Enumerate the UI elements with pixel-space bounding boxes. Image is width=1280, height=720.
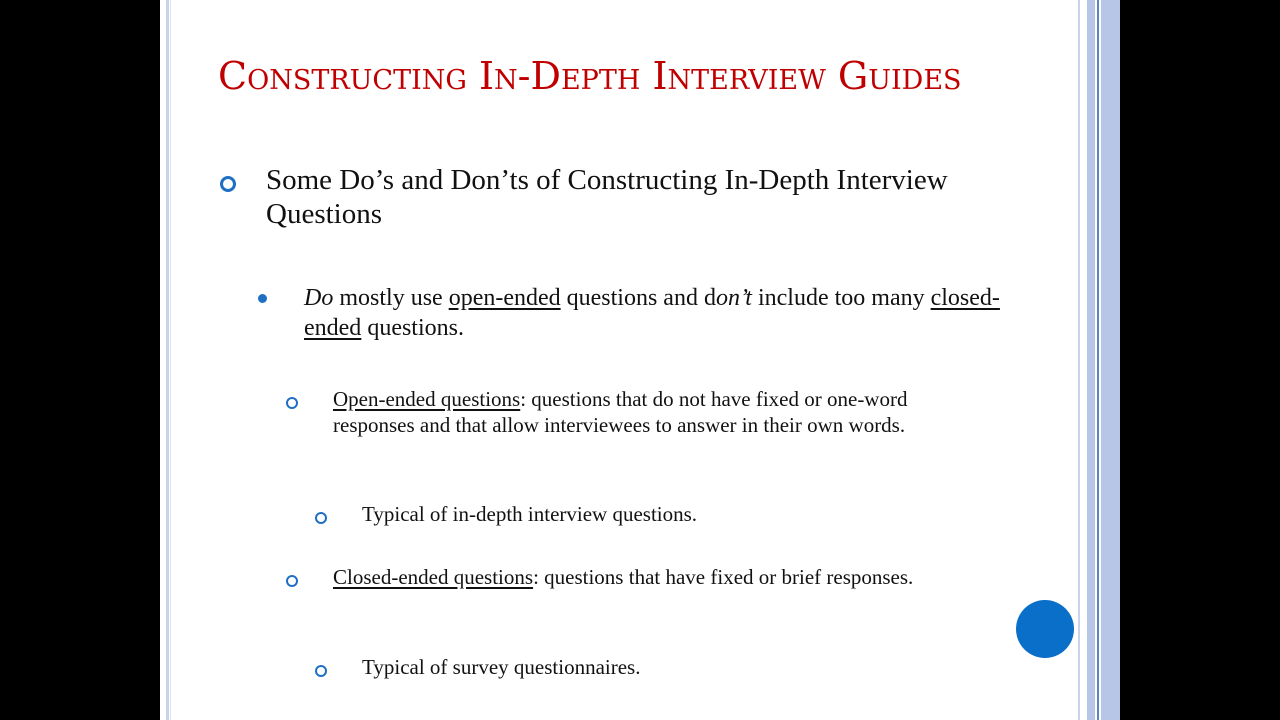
do-word: Do [304, 285, 334, 311]
right-border-line-2 [1097, 0, 1099, 720]
dos-donts-bullet [304, 283, 1024, 343]
slide-title: Constructing In-Depth Interview Guides [218, 54, 962, 98]
open-ended-definition-text: : questions that do not have fixed or one-word responses and that allow interviewees to answer in their own words. [333, 387, 908, 437]
bullet-ring-icon [286, 397, 298, 409]
left-border [166, 0, 169, 720]
left-border-inner [170, 0, 171, 720]
open-ended-note: Typical of in-depth interview questions. [362, 502, 698, 526]
right-border-line [1078, 0, 1080, 720]
slide [160, 0, 1120, 720]
main-bullet: Some Do’s and Don’ts of Constructing In-Depth Interview Questions [266, 164, 948, 230]
right-border-stripe [1087, 0, 1095, 720]
closed-ended-note: Typical of survey questionnaires. [362, 655, 641, 679]
bullet-ring-icon [220, 176, 236, 192]
closed-ended-definition [333, 564, 993, 590]
closed-ended-term: closed-ended [304, 285, 1000, 341]
bullet-text: mostly use [333, 285, 449, 311]
open-ended-definition-term: Open-ended questions [333, 387, 521, 411]
bullet-text: include too many [751, 285, 931, 311]
bullet-text: questions and d [560, 285, 716, 311]
closed-ended-definition-text: : questions that have fixed or brief responses. [533, 565, 914, 589]
open-ended-term: open-ended [448, 285, 561, 311]
right-border-band [1101, 0, 1120, 720]
pointer-indicator-icon [1016, 600, 1074, 658]
open-ended-definition [333, 386, 993, 438]
bullet-text: questions. [361, 315, 464, 341]
bullet-ring-icon [315, 665, 327, 677]
bullet-ring-icon [315, 512, 327, 524]
dont-word: on’t [715, 285, 752, 311]
closed-ended-definition-term: Closed-ended questions [333, 565, 534, 589]
bullet-dot-icon [258, 294, 267, 303]
bullet-ring-icon [286, 575, 298, 587]
